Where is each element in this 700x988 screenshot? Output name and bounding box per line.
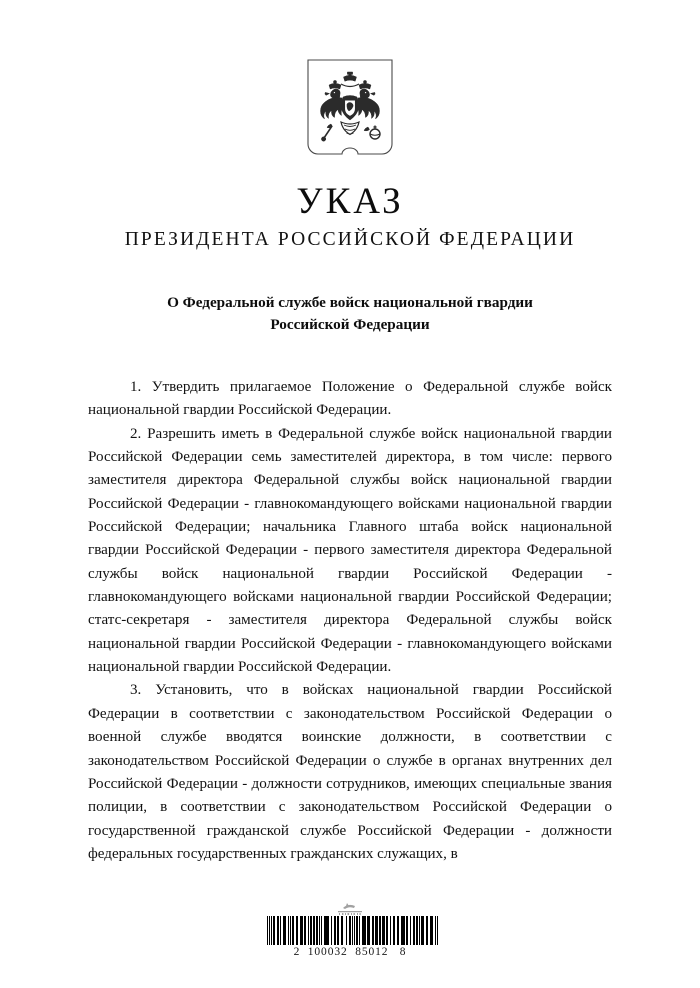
decree-paragraph-1: 1. Утвердить прилагаемое Положение о Федеральной службе войск национальной гвардии Российской Федерации. xyxy=(88,379,612,419)
decree-body xyxy=(88,376,612,866)
barcode-print-mark-icon xyxy=(335,901,365,915)
page-subtitle: ПРЕЗИДЕНТА РОССИЙСКОЙ ФЕДЕРАЦИИ xyxy=(124,229,576,250)
decree-paragraph-2: 2. Разрешить иметь в Федеральной службе войск национальной гвардии Российской Федерации семь заместителей директора, в том числе: первого заместителя директора Федеральной службы войск национальной гвардии Российской Федерации - главнокомандующего войсками национальной гвардии Российской Федерации; начальника Главного штаба войск национальной гвардии Российской Федерации - первого заместителя директора Федеральной службы войск национальной гвардии Российской Федерации - главнокомандующего войсками национальной гвардии Российской Федерации; статс-секретаря - заместителя директора Федеральной службы войск национальной гвардии Российской Федерации - главнокомандующего войсками национальной гвардии Российской Федерации. xyxy=(88,425,612,676)
decree-paragraph-3: 3. Установить, что в войсках национальной гвардии Российской Федерации в соответствии с законодательством Российской Федерации о военной службе вводятся воинские должности, в соответствии с законодательством Российской Федерации о службе в органах внутренних дел Российской Федерации - должности сотрудников, имеющих специальные звания полиции, в соответствии с законодательством Российской Федерации о государственной гражданской службе Российской Федерации - должности федеральных государственных гражданских служащих, в xyxy=(88,682,612,862)
decree-heading-line-1: О Федеральной службе войск национальной гвардии xyxy=(167,294,533,311)
decree-heading-line-2: Российской Федерации xyxy=(270,315,430,333)
barcode-digits: 2 100032 85012 8 xyxy=(293,946,407,958)
barcode-bars xyxy=(267,916,439,945)
barcode-block xyxy=(0,901,700,958)
coat-of-arms-container xyxy=(0,58,700,170)
page-title: УКАЗ xyxy=(296,181,404,222)
decree-heading xyxy=(120,292,580,335)
coat-of-arms-of-russia-icon xyxy=(302,58,398,170)
